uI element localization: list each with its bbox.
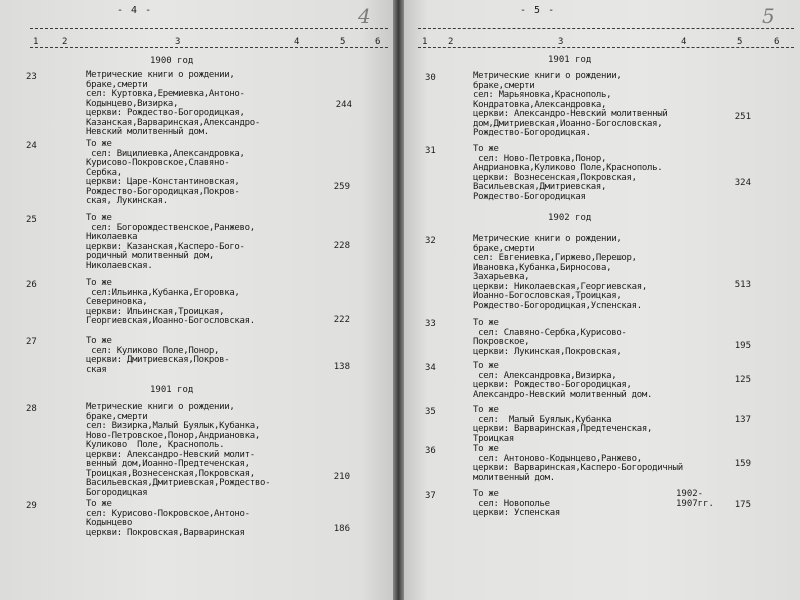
entry-number: 31 — [425, 146, 436, 156]
entry-description: То же сел: Ново-Петровка,Понор, Андриановка,Куликово Поле,Краснополь. церкви: Вознесенская,Покровская, Васильевская,Дмитриевская, Рождество-Богородицкая — [473, 144, 663, 202]
entry-number: 32 — [425, 236, 436, 246]
entry-number: 28 — [26, 404, 37, 414]
entry-number: 37 — [425, 491, 436, 501]
entry-number: 35 — [425, 407, 436, 417]
entry-number: 36 — [425, 446, 436, 456]
entry-folio-count: 159 — [734, 459, 751, 469]
entry-folio-count: 244 — [335, 100, 352, 110]
year-heading: 1901 год — [150, 385, 194, 395]
col-header-4: 4 — [294, 37, 300, 47]
col-header-1: 1 — [33, 37, 39, 47]
entry-date-range: 1902- 1907гг. — [676, 489, 714, 509]
entry-number: 34 — [425, 363, 436, 373]
table-header-rule — [418, 47, 794, 48]
entry-number: 27 — [26, 337, 37, 347]
entry-description: Метрические книги о рождении, браке,смерти сел: Куртовка,Еремиевка,Антоно- Кодынцево,Визирка, церкви: Рождество-Богородицкая, Казанская,Варваринская,Александро- Невский молитвенный дом. — [86, 70, 261, 137]
entry-description: То же сел: Антоново-Кодынцево,Ранжево, церкви: Варваринская,Касперо-Богородичный молитвенный дом. — [473, 444, 683, 483]
left-page — [0, 0, 393, 600]
entry-folio-count: 324 — [734, 178, 751, 188]
page-number: - 4 - — [117, 5, 153, 16]
entry-description: Метрические книги о рождении, браке,смерти сел: Марьяновка,Краснополь, Кондратовка,Александровка, церкви: Александро-Невский молитвенный дом,Дмитриевская,Иоанно-Богословская, Рождество-Богородицкая. — [473, 71, 668, 138]
book-gutter — [393, 0, 404, 600]
entry-folio-count: 259 — [333, 182, 350, 192]
entry-folio-count: 137 — [734, 415, 751, 425]
col-header-2: 2 — [62, 37, 68, 47]
col-header-3: 3 — [558, 37, 564, 47]
right-page — [404, 0, 800, 600]
entry-number: 33 — [425, 319, 436, 329]
col-header-5: 5 — [340, 37, 346, 47]
col-header-4: 4 — [681, 37, 687, 47]
col-header-5: 5 — [737, 37, 743, 47]
entry-folio-count: 251 — [734, 112, 751, 122]
entry-folio-count: 210 — [333, 472, 350, 482]
col-header-6: 6 — [774, 37, 780, 47]
entry-number: 23 — [26, 72, 37, 82]
entry-description: То же сел: Новополье церкви: Успенская — [473, 489, 561, 518]
entry-folio-count: 228 — [333, 241, 350, 251]
entry-description: То же сел: Малый Буялык,Кубанка церкви: Варваринская,Предтеченская, Троицкая — [473, 405, 653, 444]
table-top-rule — [30, 28, 388, 29]
entry-number: 25 — [26, 215, 37, 225]
entry-description: То же сел: Курисово-Покровское,Антоно- Кодынцево церкви: Покровская,Варваринская — [86, 499, 250, 538]
entry-description: То же сел: Куликово Поле,Понор, церкви: Дмитриевская,Покров- ская — [86, 336, 230, 375]
col-header-2: 2 — [448, 37, 454, 47]
entry-description: Метрические книги о рождении, браке,смерти сел: Визирка,Малый Буялык,Кубанка, Ново-Петровское,Понор,Андриановка, Куликово Поле, Краснополь. церкви: Александро-Невский молит- венный дом,Иоанно-Предтеченская, Троицкая,Вознесенская,Покровская, Васильевская,Дмитриевская,Рождество- Богородицкая — [86, 402, 271, 498]
handwritten-page-number: 5 — [762, 4, 775, 28]
entry-description: То же сел: Вицилиевка,Александровка, Курисово-Покровское,Славяно- Сербка, церкви: Царе-Константиновская, Рождество-Богородицкая,Покров- ская, Лукинская. — [86, 139, 245, 206]
table-header-rule — [30, 47, 388, 48]
entry-number: 30 — [425, 73, 436, 83]
entry-number: 26 — [26, 280, 37, 290]
entry-description: То же сел: Богорождественское,Ранжево, Николаевка церкви: Казанская,Касперо-Бого- родичный молитвенный дом, Николаевская. — [86, 213, 255, 271]
entry-description: То же сел: Славяно-Сербка,Курисово- Покровское, церкви: Лукинская,Покровская, — [473, 318, 627, 357]
entry-folio-count: 125 — [734, 375, 751, 385]
entry-number: 29 — [26, 501, 37, 511]
entry-folio-count: 138 — [333, 362, 350, 372]
entry-description: Метрические книги о рождении, браке,смерти сел: Евгениевка,Гиржево,Перешор, Ивановка,Кубанка,Бирносова, Захарьевка, церкви: Николаевская,Георгиевская, Иоанно-Богословская,Троицкая, Рождество-Богородицкая,Успенская. — [473, 234, 648, 311]
year-heading: 1900 год — [150, 56, 194, 66]
page-number: - 5 - — [520, 5, 556, 16]
col-header-1: 1 — [422, 37, 428, 47]
entry-folio-count: 175 — [734, 500, 751, 510]
entry-description: То же сел:Ильинка,Кубанка,Егоровка, Севериновка, церкви: Ильинская,Троицкая, Георгиевская,Иоанно-Богословская. — [86, 278, 255, 326]
entry-folio-count: 186 — [333, 524, 350, 534]
year-heading: 1902 год — [548, 213, 592, 223]
col-header-6: 6 — [375, 37, 381, 47]
entry-number: 24 — [26, 141, 37, 151]
entry-folio-count: 195 — [734, 341, 751, 351]
handwritten-page-number: 4 — [358, 4, 371, 28]
entry-folio-count: 222 — [333, 315, 350, 325]
table-top-rule — [418, 28, 794, 29]
col-header-3: 3 — [175, 37, 181, 47]
entry-description: То же сел: Александровка,Визирка, церкви: Рождество-Богородицкая, Александро-Невский молитвенный дом. — [473, 361, 653, 400]
entry-folio-count: 513 — [734, 280, 751, 290]
year-heading: 1901 год — [548, 55, 592, 65]
